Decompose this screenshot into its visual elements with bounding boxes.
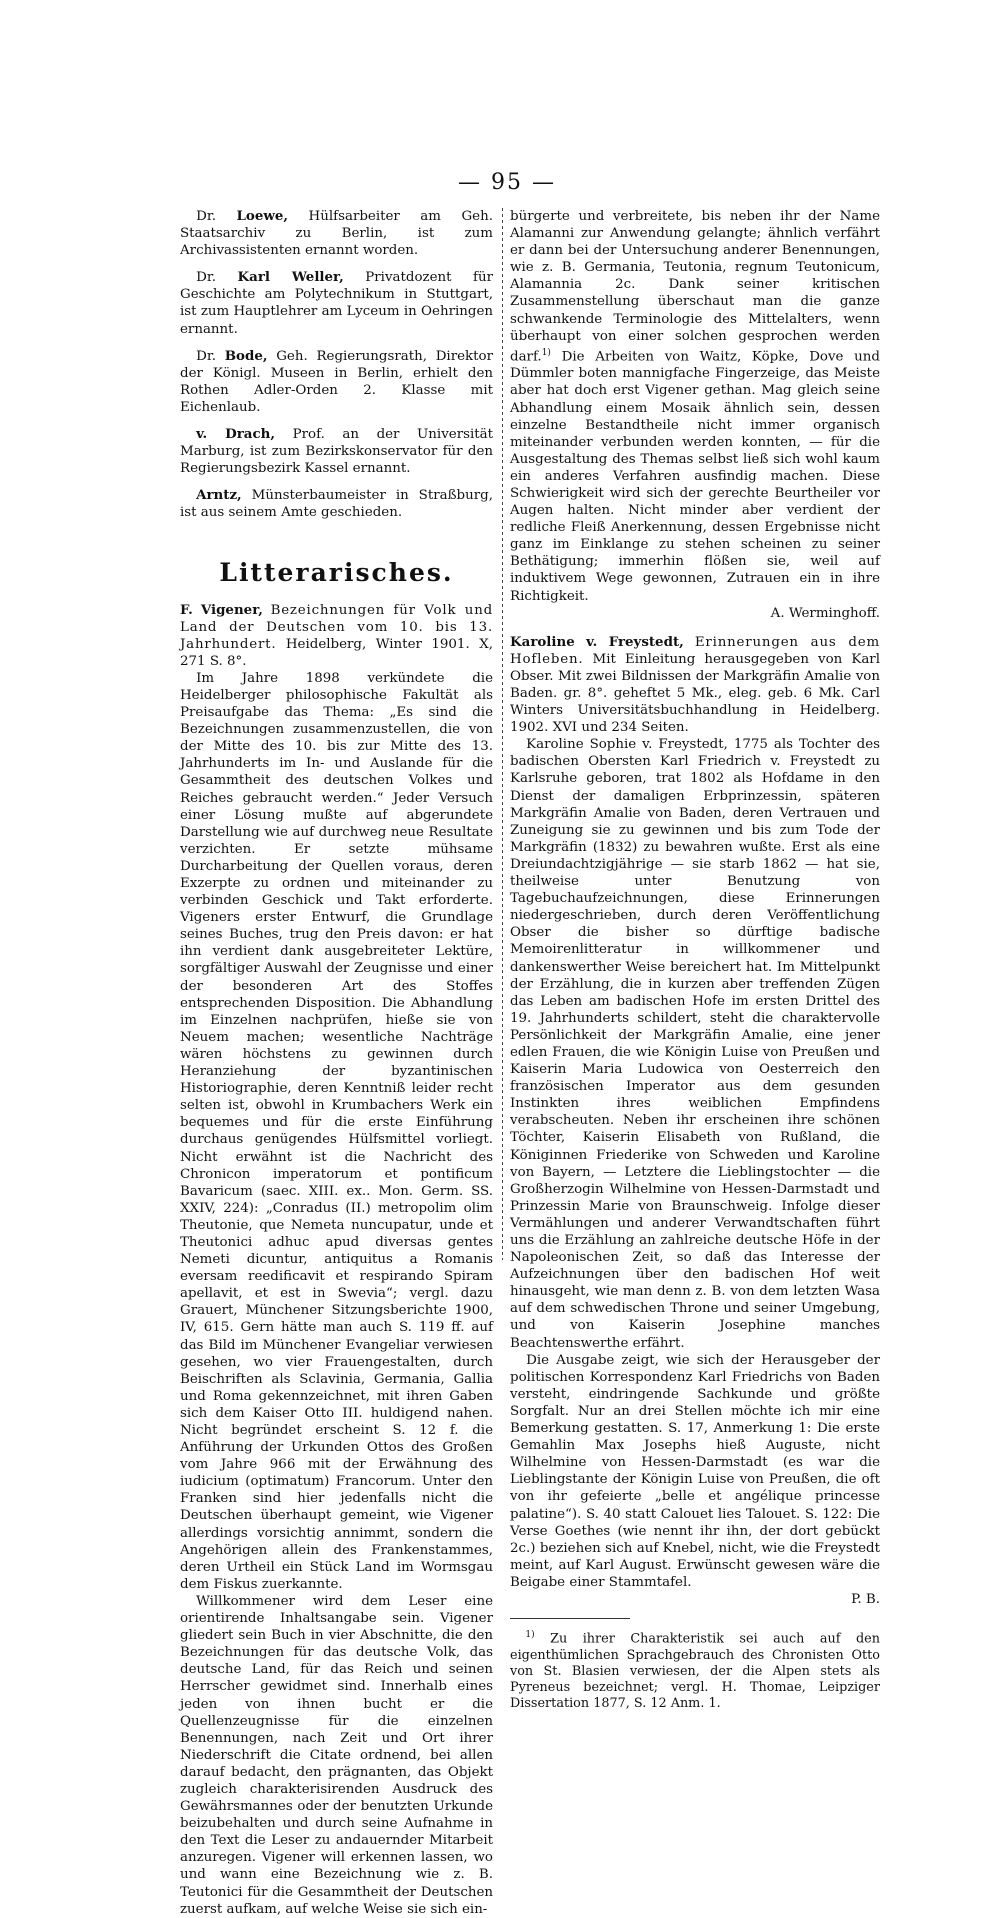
right-column — [510, 208, 880, 1712]
section-heading: Litterarisches. — [219, 557, 454, 587]
signature: P. B. — [851, 1591, 880, 1607]
page-number: — 95 — — [458, 170, 556, 195]
review-paragraph: Die Ausgabe zeigt, wie sich der Herausgeber der politischen Korrespondenz Karl Friedrichs von Baden versteht, eindringende Sachkunde und größte Sorgfalt. Nur an drei Stellen möchte ich mir eine Bemerkung gestatten. S. 17, Anmerkung 1: Die erste Gemahlin Max Josephs hieß Auguste, nicht Wilhelmine von Hessen-Darmstadt (es war die Lieblingstante der Königin Luise von Preußen, die oft von ihr gefeierte „belle et angélique princesse palatine“). S. 40 statt Calouet lies Talouet. S. 122: Die Verse Goethes (wie nennt ihr ihn, der dort gebückt 2c.) beziehen sich auf Knebel, nicht, wie die Freystedt meint, auf Karl August. Erwünscht gewesen wäre die Beigabe einer Stammtafel. — [510, 1352, 880, 1590]
book-citation: F. Vigener, Bezeichnungen für Volk und Land der Deutschen vom 10. bis 13. Jahrhundert. Heidelberg, Winter 1901. X, 271 S. 8°. — [180, 601, 493, 669]
personal-note: Dr. Loewe, Hülfsarbeiter am Geh. Staatsarchiv zu Berlin, ist zum Archivassistenten ernannt worden. — [180, 208, 493, 259]
personal-note: Dr. Karl Weller, Privatdozent für Geschichte am Polytechnikum in Stuttgart, ist zum Hauptlehrer am Lyceum in Oehringen ernannt. — [180, 269, 493, 337]
personal-note: Dr. Bode, Geh. Regierungsrath, Direktor der Königl. Museen in Berlin, erhielt den Rothen Adler-Orden 2. Klasse mit Eichenlaub. — [180, 347, 493, 415]
signature: A. Werminghoff. — [770, 605, 880, 621]
left-column — [180, 208, 493, 1918]
review-paragraph: Im Jahre 1898 verkündete die Heidelberger philosophische Fakultät als Preisaufgabe das Thema: „Es sind die Bezeichnungen zusammenzustellen, die von der Mitte des 10. bis zur Mitte des 13. Jahrhunderts im In- und Auslande für die Gesammtheit des deutschen Volkes und Reiches gebraucht werden.“ Jeder Versuch einer Lösung mußte auf abgerundete Darstellung wie auf durchweg neue Resultate verzichten. Er setzte mühsame Durcharbeitung der Quellen voraus, deren Exzerpte zu ordnen und miteinander zu verbinden Geschick und Takt erforderte. Vigeners erster Entwurf, die Grundlage seines Buches, trug den Preis davon: er hat ihn verdient dank ausgebreiteter Lektüre, sorgfältiger Auswahl der Zeugnisse und einer der besonderen Art des Stoffes entsprechenden Disposition. Die Abhandlung im Einzelnen nachprüfen, hieße sie von Neuem machen; wesentliche Nachträge wären höchstens zu gewinnen durch Heranziehung der byzantinischen Historiographie, deren Kenntniß leider recht selten ist, obwohl in Krumbachers Werk ein bequemes und für die erste Einführung durchaus genügendes Hülfsmittel vorliegt. Nicht erwähnt ist die Nachricht des Chronicon imperatorum et pontificum Bavaricum (saec. XIII. ex.. Mon. Germ. SS. XXIV, 224): „Conradus (II.) metropolim olim Theutonie, que Nemeta nuncupatur, unde et Theutonici adhuc apud diversas gentes Nemeti dicuntur, antiquitus a Romanis eversam reedificavit et respirando Spiram apellavit, et est in Swevia“; vergl. dazu Grauert, Münchener Sitzungsberichte 1900, IV, 615. Gern hätte man auch S. 119 ff. auf das Bild im Münchener Evangeliar verwiesen gesehen, wo vier Frauengestalten, durch Beischriften als Sclavinia, Germania, Gallia und Roma gekennzeichnet, mit ihren Gaben sich dem Kaiser Otto III. huldigend nahen. Nicht begründet erscheint S. 12 f. die Anführung der Urkunden Ottos des Großen vom Jahre 966 mit der Erwähnung des iudicium (optimatum) Francorum. Unter den Franken sind hier jedenfalls nicht die Deutschen überhaupt gemeint, wie Vigener allerdings vorsichtig annimmt, sondern die Angehörigen allein des Frankenstammes, deren Urtheil ein Stück Land im Wormsgau dem Fiskus zuerkannte. — [180, 670, 493, 1592]
personal-note: Arntz, Münsterbaumeister in Straßburg, ist aus seinem Amte geschieden. — [180, 487, 493, 521]
review-paragraph: Karoline Sophie v. Freystedt, 1775 als Tochter des badischen Obersten Karl Friedrich v. Freystedt zu Karlsruhe geboren, trat 1802 als Hofdame in den Dienst der damaligen Erbprinzessin, späteren Markgräfin Amalie von Baden, deren Vertrauen und Zuneigung sie zu gewinnen und bis zum Tode der Markgräfin (1832) zu bewahren wußte. Erst als eine Dreiundachtzigjährige — sie starb 1862 — hat sie, theilweise unter Benutzung von Tagebuchaufzeichnungen, diese Erinnerungen niedergeschrieben, durch deren Veröffentlichung Obser die bisher so dürftige badische Memoirenlitteratur in willkommener und dankenswerther Weise bereichert hat. Im Mittelpunkt der Erzählung, die in kurzen aber treffenden Zügen das Leben am badischen Hofe im ersten Drittel des 19. Jahrhunderts schildert, steht die charaktervolle Persönlichkeit der Markgräfin Amalie, eine jener edlen Frauen, die wie Königin Luise von Preußen und Kaiserin Maria Ludowica von Oesterreich den französischen Imperator aus dem gesunden Instinkten ihres weiblichen Empfindens verabscheuten. Neben ihr erscheinen ihre schönen Töchter, Kaiserin Elisabeth von Rußland, die Königinnen Friederike von Schweden und Karoline von Bayern, — Letztere die Lieblingstochter — die Großherzogin Wilhelmine von Hessen-Darmstadt und Prinzessin Marie von Braunschweig. Infolge dieser Vermählungen und anderer Verwandtschaften führt uns die Erzählung an zahlreiche deutsche Höfe in der Napoleonischen Zeit, so daß das Interesse der Aufzeichnungen über den badischen Hof weit hinausgeht, wie man denn z. B. von dem letzten Wasa auf dem schwedischen Throne und seiner Umgebung, und von Kaiserin Josephine manches Beachtenswerthe erfährt. — [510, 737, 880, 1351]
column-divider — [502, 208, 503, 1260]
review-paragraph: Willkommener wird dem Leser eine orientirende Inhaltsangabe sein. Vigener gliedert sein Buch in vier Abschnitte, die den Bezeichnungen für das deutsche Volk, das deutsche Land, für das Reich und seinen Herrscher gewidmet sind. Innerhalb eines jeden von ihnen bucht er die Quellenzeugnisse für die einzelnen Benennungen, nach Zeit und Ort ihrer Niederschrift die Citate ordnend, bei allen darauf bedacht, den prägnanten, das Objekt zugleich charakterisirenden Ausdruck des Gewährsmannes oder der benutzten Urkunde beizubehalten und durch seine Aufnahme in den Text die Leser zu andauernder Mitarbeit anzuregen. Vigener will erkennen lassen, wo und wann eine Bezeichnung wie z. B. Teutonici für die Gesammtheit der Deutschen zuerst aufkam, auf welche Weise sie sich ein- — [180, 1593, 493, 1917]
personal-note: v. Drach, Prof. an der Universität Marburg, ist zum Bezirkskonservator für den Regierungsbezirk Kassel ernannt. — [180, 426, 494, 477]
footnote-ref: 1) — [541, 347, 551, 358]
review-paragraph: bürgerte und verbreitete, bis neben ihr der Name Alamanni zur Anwendung gelangte; ähnlich verfährt er dann bei der Untersuchung anderer Benennungen, wie z. B. Germania, Teutonia, regnum Teutonicum, Alamannia 2c. Dank seiner kritischen Zusammenstellung überschaut man die ganze schwankende Terminologie des Mittelalters, wenn überhaupt von einer solchen gesprochen werden darf.$^{1)}$ Die Arbeiten von Waitz, Köpke, Dove und Dümmler boten mannigfache Fingerzeige, das Meiste aber hat doch erst Vigener gethan. Mag gleich seine Abhandlung einem Mosaik ähnlich sein, dessen einzelne Bestandtheile nicht immer organisch miteinander verbunden werden konnten, — für die Ausgestaltung des Themas selbst ließ sich wohl kaum ein anderes Verfahren ausfindig machen. Diese Schwierigkeit wird sich der gerechte Beurtheiler vor Augen halten. Nicht minder aber verdient der redliche Fleiß Anerkennung, dessen Ergebnisse nicht ganz im Einklange zu stehen scheinen zu seiner Bethätigung; immerhin flößen sie, weil auf induktivem Wege gewonnen, Zutrauen ein in ihre Richtigkeit. — [510, 209, 880, 604]
footnote: $^{1)}$ Zu ihrer Charakteristik sei auch auf den eigenthümlichen Sprachgebrauch des Chronisten Otto von St. Blasien verwiesen, der die Alpen stets als Pyreneus bezeichnet; vergl. H. Thomae, Leipziger Dissertation 1877, S. 12 Anm. 1. — [510, 1630, 880, 1712]
footnote-rule — [510, 1618, 630, 1619]
book-citation: Karoline v. Freystedt, Erinnerungen aus dem Hofleben. Mit Einleitung herausgegeben von Karl Obser. Mit zwei Bildnissen der Markgräfin Amalie von Baden. gr. 8°. geheftet 5 Mk., eleg. geb. 6 Mk. Carl Winters Universitätsbuchhandlung in Heidelberg. 1902. XVI und 234 Seiten. — [510, 633, 880, 736]
